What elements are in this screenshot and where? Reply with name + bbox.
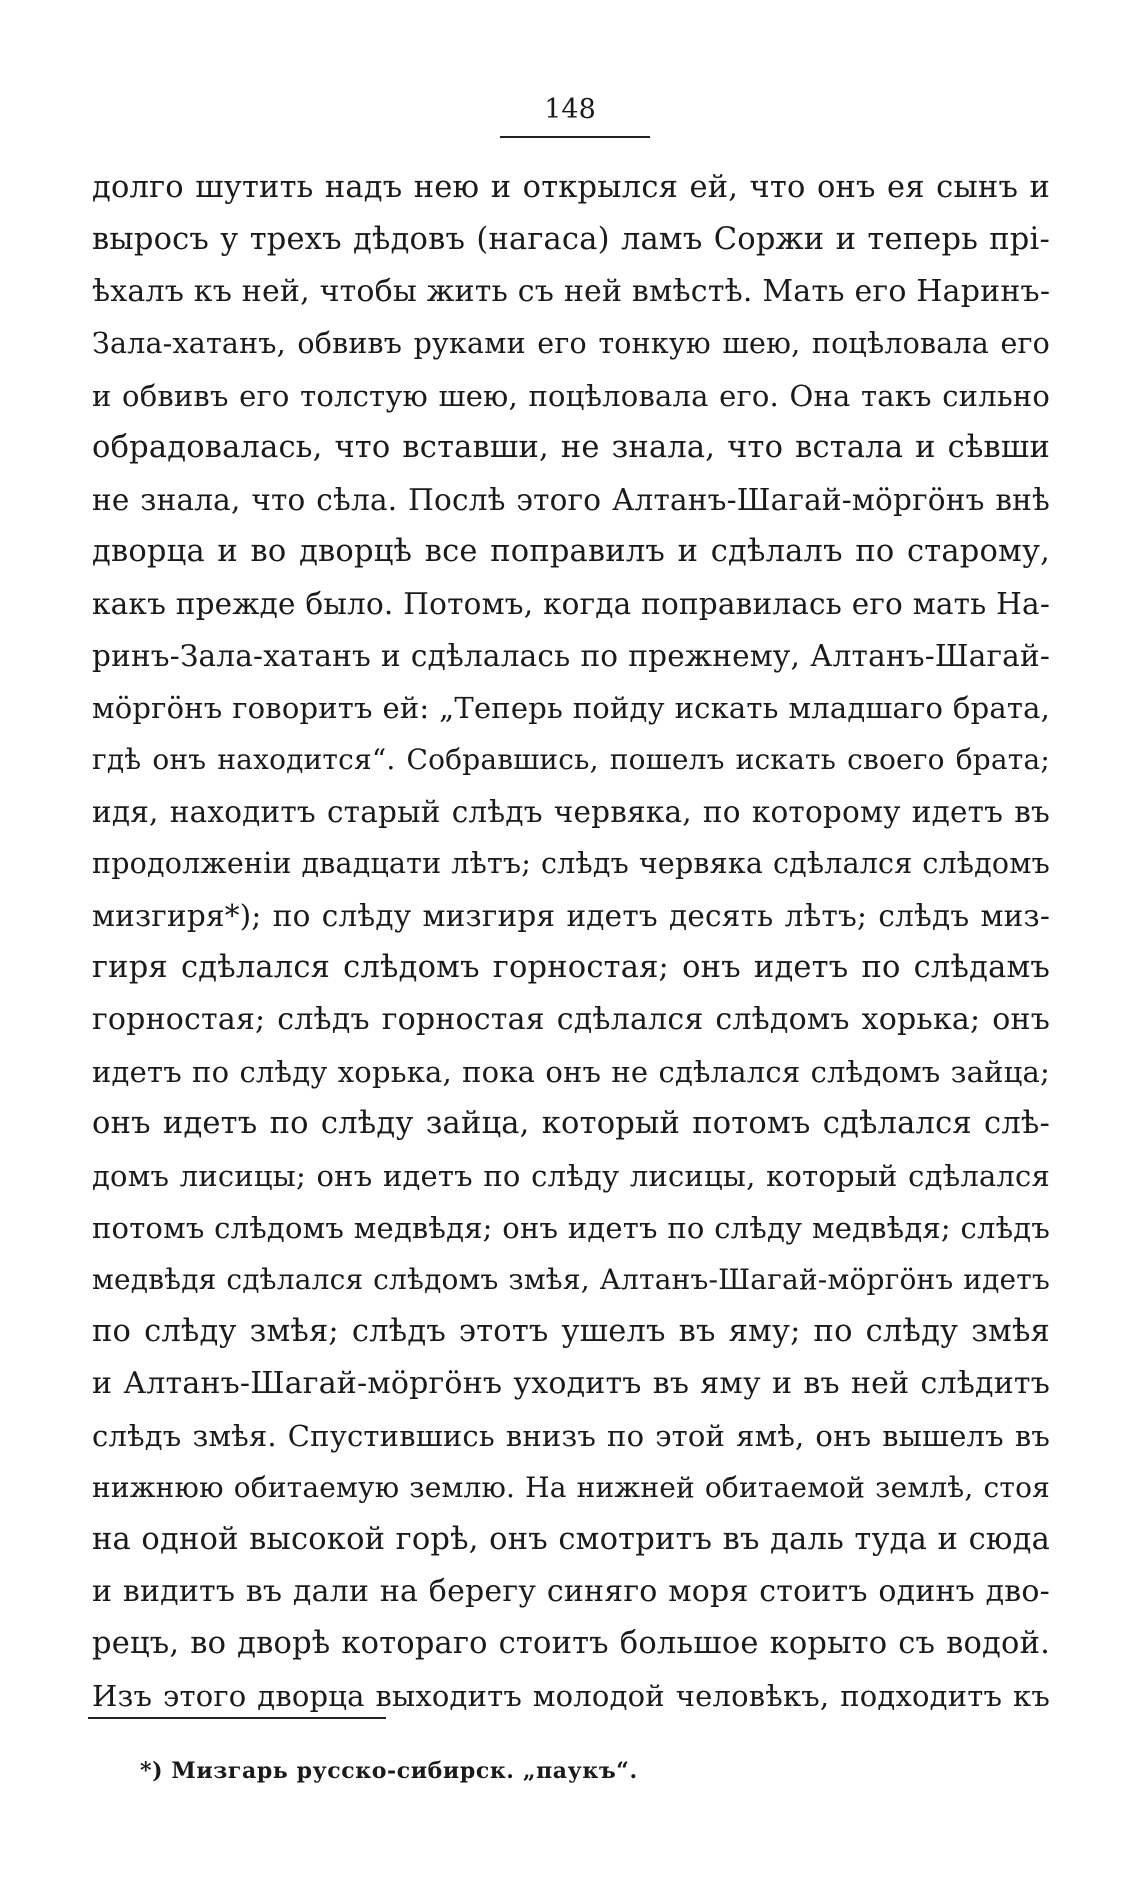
text-line: обрадовалась, что вставши, не знала, что встала и сѣвши: [92, 430, 1050, 465]
text-line: рецъ, во дворѣ котораго стоитъ большое корыто съ водой.: [92, 1626, 1050, 1661]
footnote: *) Мизгарь русско-сибирск. „паукъ“.: [140, 1758, 638, 1784]
text-line: мизгиря*); по слѣду мизгиря идетъ десять лѣтъ; слѣдъ миз-: [92, 899, 1050, 933]
text-line: на одной высокой горѣ, онъ смотритъ въ даль туда и сюда: [92, 1522, 1050, 1557]
text-line: дворца и во дворцѣ все поправилъ и сдѣлалъ по старому,: [92, 534, 1050, 569]
footnote-rule: [88, 1717, 386, 1719]
page-number: 148: [544, 94, 596, 125]
text-line: по слѣду змѣя; слѣдъ этотъ ушелъ въ яму; по слѣду змѣя: [92, 1314, 1050, 1349]
text-line: долго шутить надъ нею и открылся ей, что онъ ея сынъ и: [92, 170, 1050, 205]
text-line: слѣдъ змѣя. Спустившись внизъ по этой ямѣ, онъ вышелъ въ: [92, 1419, 1050, 1453]
text-line: и видитъ въ дали на берегу синяго моря стоитъ одинъ дво-: [92, 1574, 1050, 1609]
text-line: мöргöнъ говоритъ ей: „Теперь пойду искать младшаго брата,: [92, 691, 1050, 725]
text-line: идя, находитъ старый слѣдъ червяка, по которому идетъ въ: [92, 795, 1050, 829]
page-number-rule: [500, 136, 650, 138]
text-line: идетъ по слѣду хорька, пока онъ не сдѣлался слѣдомъ зайца;: [92, 1055, 1050, 1089]
text-line: гдѣ онъ находится“. Собравшись, пошелъ искать своего брата;: [92, 743, 1050, 776]
text-line: продолженіи двадцати лѣтъ; слѣдъ червяка сдѣлался слѣдомъ: [92, 847, 1050, 880]
text-line: онъ идетъ по слѣду зайца, который потомъ сдѣлался слѣ-: [92, 1106, 1050, 1141]
text-line: домъ лисицы; онъ идетъ по слѣду лисицы, который сдѣлался: [92, 1159, 1050, 1193]
text-line: Изъ этого дворца выходитъ молодой человѣкъ, подходитъ къ: [92, 1679, 1050, 1713]
text-line: медвѣдя сдѣлался слѣдомъ змѣя, Алтанъ-Шагай-мöргöнъ идетъ: [92, 1263, 1050, 1296]
text-line: Зала-хатанъ, обвивъ руками его тонкую шею, поцѣловала его: [92, 327, 1050, 360]
text-line: и Алтанъ-Шагай-мöргöнъ уходитъ въ яму и въ ней слѣдитъ: [92, 1366, 1050, 1401]
text-line: и обвивъ его толстую шею, поцѣловала его. Она такъ сильно: [92, 379, 1050, 413]
text-line: гиря сдѣлался слѣдомъ горностая; онъ идетъ по слѣдамъ: [92, 950, 1050, 985]
text-line: какъ прежде было. Потомъ, когда поправилась его мать На-: [92, 587, 1050, 621]
text-line: выросъ у трехъ дѣдовъ (нагаса) ламъ Соржи и теперь прі-: [92, 222, 1050, 257]
text-line: горностая; слѣдъ горностая сдѣлался слѣдомъ хорька; онъ: [92, 1002, 1050, 1037]
text-line: ринъ-Зала-хатанъ и сдѣлалась по прежнему, Алтанъ-Шагай-: [92, 639, 1050, 673]
text-line: не знала, что сѣла. Послѣ этого Алтанъ-Шагай-мöргöнъ внѣ: [92, 483, 1050, 517]
text-line: нижнюю обитаемую землю. На нижней обитаемой землѣ, стоя: [92, 1471, 1050, 1504]
text-line: ѣхалъ къ ней, чтобы жить съ ней вмѣстѣ. Мать его Наринъ-: [92, 274, 1051, 309]
text-line: потомъ слѣдомъ медвѣдя; онъ идетъ по слѣду медвѣдя; слѣдъ: [92, 1211, 1050, 1245]
body-text: [92, 162, 1050, 1722]
